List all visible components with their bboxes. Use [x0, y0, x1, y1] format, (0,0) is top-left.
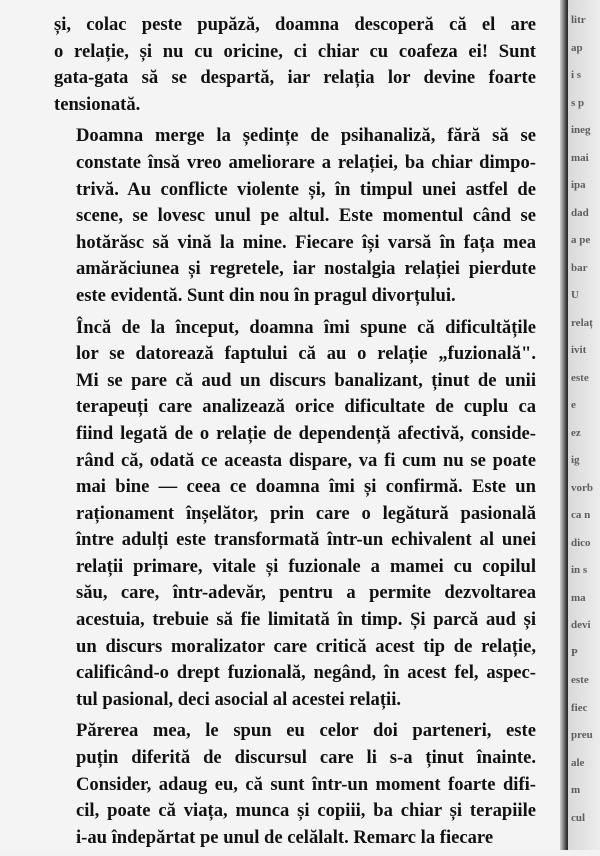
text-line: și, colac peste pupăză, doamna descoperă că el are	[54, 14, 536, 35]
text-line: calificând-o drept fuzională, negând, în acest fel, aspec-	[76, 662, 536, 684]
adjacent-page-fragment: ivit	[571, 344, 587, 356]
text-line: Consider, adaug eu, că sunt într-un moment foarte difi-	[76, 773, 536, 795]
body-text	[54, 12, 536, 856]
adjacent-page-fragment: este	[571, 371, 589, 384]
adjacent-page-fragment: i s	[571, 69, 582, 81]
text-line: Mi se pare că aud un discurs banalizant, ținut de unii	[76, 369, 536, 391]
adjacent-page-fragment: cul	[571, 811, 586, 824]
adjacent-page-fragment: devi	[571, 619, 591, 631]
text-line: lor se datorează faptului că au o relație „fuzională".	[76, 343, 536, 365]
text-line: amărăciunea și regretele, iar nostalgia relației pierdute	[76, 258, 536, 280]
adjacent-page-fragment: e	[571, 399, 576, 411]
text-line: acestuia, trebuie să fie limitată în timp. Și parcă aud și	[76, 609, 536, 631]
text-line: o relație, și nu cu oricine, ci chiar cu coafeza ei! Sunt	[54, 40, 536, 62]
text-line: Doamna merge la ședințe de psihanaliză, fără să se	[76, 125, 536, 147]
text-line: rând că, odată ce aceasta dispare, va fi cum nu se poate	[76, 449, 536, 471]
text-line: raționament înșelător, prin care o legătură pasională	[76, 502, 536, 524]
text-line: tensionată.	[54, 93, 141, 115]
paragraph	[54, 315, 536, 714]
adjacent-page-fragment: ca n	[571, 509, 591, 521]
adjacent-page-fragment: ig	[571, 454, 580, 466]
paragraph	[54, 12, 536, 118]
adjacent-page-fragment: s p	[571, 96, 585, 109]
adjacent-page-fragment: preu	[571, 729, 593, 741]
adjacent-page-fragment: vorb	[571, 481, 593, 494]
text-line: tul pasional, deci asocial al acestei relații.	[76, 688, 402, 710]
adjacent-page-edge	[568, 0, 600, 850]
text-line: i-au îndepărtat pe unul de celălalt. Remarc la fiecare	[76, 826, 494, 848]
text-line: un discurs moralizator care critică acest tip de relație,	[76, 635, 536, 657]
text-line: terapeuți care analizează orice dificultate de cuplu ca	[76, 396, 536, 418]
adjacent-page-fragment: relaț	[571, 316, 593, 329]
adjacent-page-fragment: dad	[571, 206, 589, 219]
text-line: scene, se lovesc unul pe altul. Este momentul când se	[76, 205, 536, 227]
text-line: mai bine — ceea ce doamna îmi și confirmă. Este un	[76, 476, 536, 498]
adjacent-page-fragment: U	[571, 289, 579, 301]
paragraph	[54, 718, 536, 851]
book-gutter	[560, 0, 568, 850]
adjacent-page-fragment: m	[571, 784, 581, 796]
text-line: Părerea mea, le spun eu celor doi parteneri, este	[76, 720, 536, 742]
adjacent-page-fragment: este	[571, 674, 589, 686]
adjacent-page-fragment: in s	[571, 564, 588, 576]
adjacent-page-fragment: litr	[571, 14, 586, 26]
text-line: este evidentă. Sunt din nou în pragul divorțului.	[76, 284, 456, 306]
text-line: trivă. Au conflicte violente și, în timpul unei astfel de	[76, 178, 536, 200]
text-line: cil, poate că viața, munca și copiii, ba chiar și terapiile	[76, 800, 536, 822]
text-line: între adulți este transformată într-un echivalent al unei	[76, 529, 536, 551]
adjacent-page-fragment: ale	[571, 756, 585, 769]
adjacent-page-fragment: ineg	[571, 124, 591, 136]
adjacent-page-fragment: ma	[571, 591, 586, 604]
adjacent-page-fragment: ez	[571, 426, 581, 439]
text-line: constate însă vreo ameliorare a relației, ba chiar dimpo-	[76, 151, 536, 173]
adjacent-page-fragment: mai	[571, 151, 589, 164]
text-line: puțin diferită de discursul care li s-a ținut înainte.	[76, 747, 536, 769]
adjacent-page-fragment: fiec	[571, 701, 588, 714]
text-line: hotărăsc să vină la mine. Fiecare își varsă în fața mea	[76, 231, 536, 253]
text-line: său, care, într-adevăr, pentru a permite dezvoltarea	[76, 582, 536, 604]
text-line: fiind legată de o relație de dependență afectivă, conside-	[76, 422, 536, 444]
text-line: gata-gata să se despartă, iar relația lor devine foarte	[54, 67, 536, 89]
adjacent-page-fragment: ap	[571, 41, 583, 54]
adjacent-page-fragment: dico	[571, 536, 591, 549]
text-line: relații primare, vitale și fuzionale a mamei cu copilul	[76, 555, 536, 577]
text-line: Încă de la început, doamna îmi spune că dificultățile	[76, 316, 536, 338]
adjacent-page-fragment: bar	[571, 261, 588, 274]
adjacent-page-fragment: P	[571, 646, 578, 659]
paragraph	[54, 123, 536, 309]
adjacent-page-fragment: ipa	[571, 179, 586, 191]
adjacent-page-fragment: a pe	[571, 234, 591, 246]
